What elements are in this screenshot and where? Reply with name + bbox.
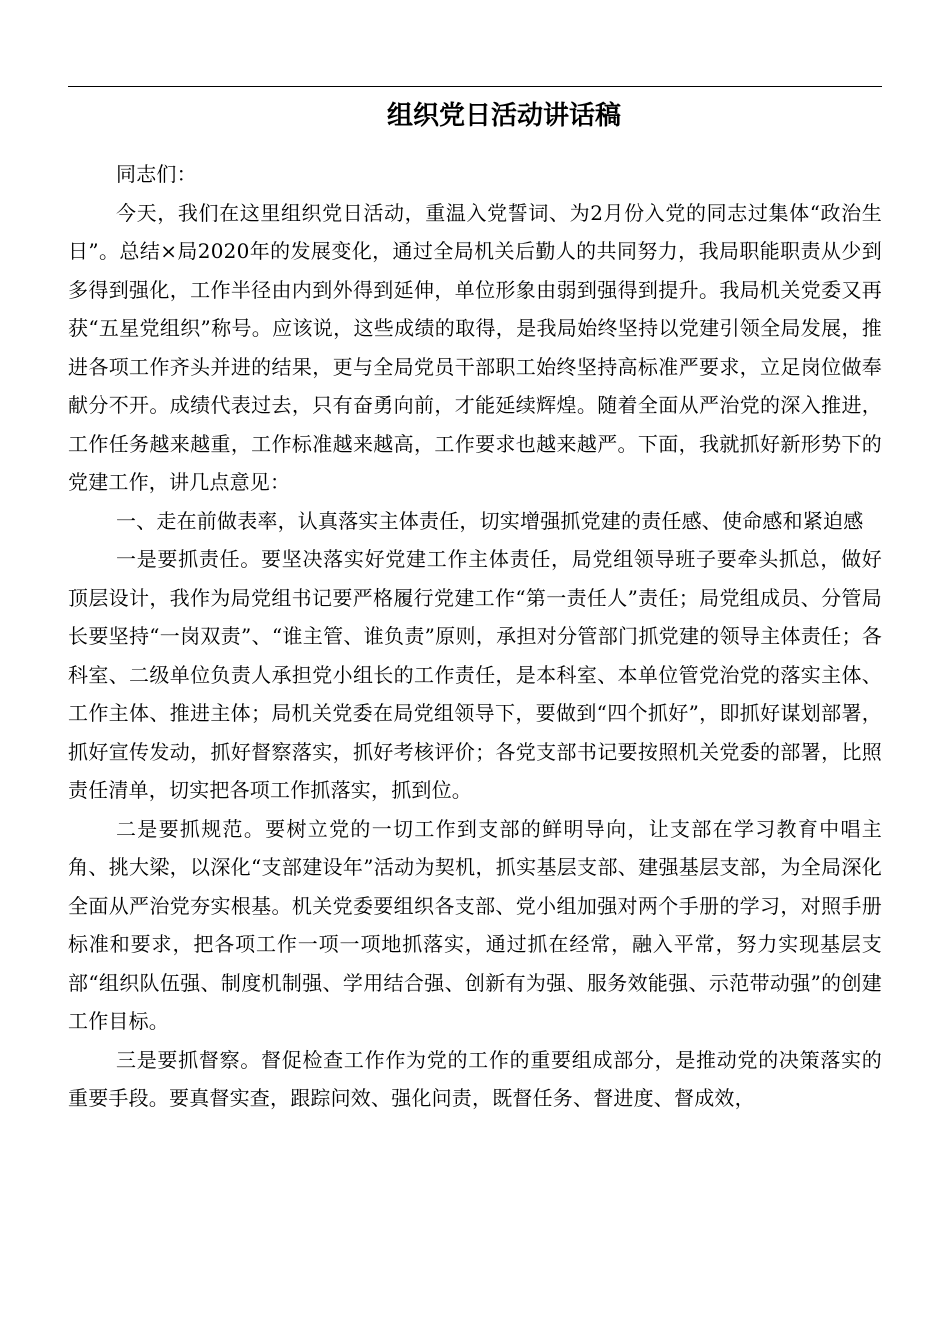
body-paragraph-responsibility: 一是要抓责任。要坚决落实好党建工作主体责任，局党组领导班子要牵头抓总，做好顶层设计，我作为局党组书记要严格履行党建工作“第一责任人”责任；局党组成员、分管局长要坚持“一岗双责”、“谁主管、谁负责”原则，承担对分管部门抓党建的领导主体责任；各科室、二级单位负责人承担党小组长的工作责任，是本科室、本单位管党治党的落实主体、工作主体、推进主体；局机关党委在局党组领导下，要做到“四个抓好”，即抓好谋划部署，抓好宣传发动，抓好督察落实，抓好考核评价；各党支部书记要按照机关党委的部署，比照责任清单，切实把各项工作抓落实，抓到位。 (68, 547, 882, 802)
salutation-paragraph: 同志们： (116, 162, 197, 186)
document-title: 组织党日活动讲话稿 (386, 101, 621, 131)
body-paragraph-standards: 二是要抓规范。要树立党的一切工作到支部的鲜明导向，让支部在学习教育中唱主角、挑大梁，以深化“支部建设年”活动为契机，抓实基层支部、建强基层支部，为全局深化全面从严治党夯实根基。机关党委要组织各支部、党小组加强对两个手册的学习，对照手册标准和要求，把各项工作一项一项地抓落实，通过抓在经常，融入平常，努力实现基层支部“组织队伍强、制度机制强、学用结合强、创新有为强、服务效能强、示范带动强”的创建工作目标。 (68, 816, 882, 1033)
section-heading-1: 一、走在前做表率，认真落实主体责任，切实增强抓党建的责任感、使命感和紧迫感 (116, 508, 864, 533)
document-body (68, 151, 882, 1118)
body-paragraph-supervision: 三是要抓督察。督促检查工作作为党的工作的重要组成部分，是推动党的决策落实的重要手段。要真督实查，跟踪问效、强化问责，既督任务、督进度、督成效， (68, 1047, 882, 1110)
intro-paragraph: 今天，我们在这里组织党日活动，重温入党誓词、为2月份入党的同志过集体“政治生日”。总结×局2020年的发展变化，通过全局机关后勤人的共同努力，我局职能职责从少到多得到强化，工作半径由内到外得到延伸，单位形象由弱到强得到提升。我局机关党委又再获“五星党组织”称号。应该说，这些成绩的取得，是我局始终坚持以党建引领全局发展，推进各项工作齐头并进的结果，更与全局党员干部职工始终坚持高标准严要求，立足岗位做奉献分不开。成绩代表过去，只有奋勇向前，才能延续辉煌。随着全面从严治党的深入推进，工作任务越来越重，工作标准越来越高，工作要求也越来越严。下面，我就抓好新形势下的党建工作，讲几点意见： (68, 200, 882, 494)
header-rule (68, 86, 882, 87)
